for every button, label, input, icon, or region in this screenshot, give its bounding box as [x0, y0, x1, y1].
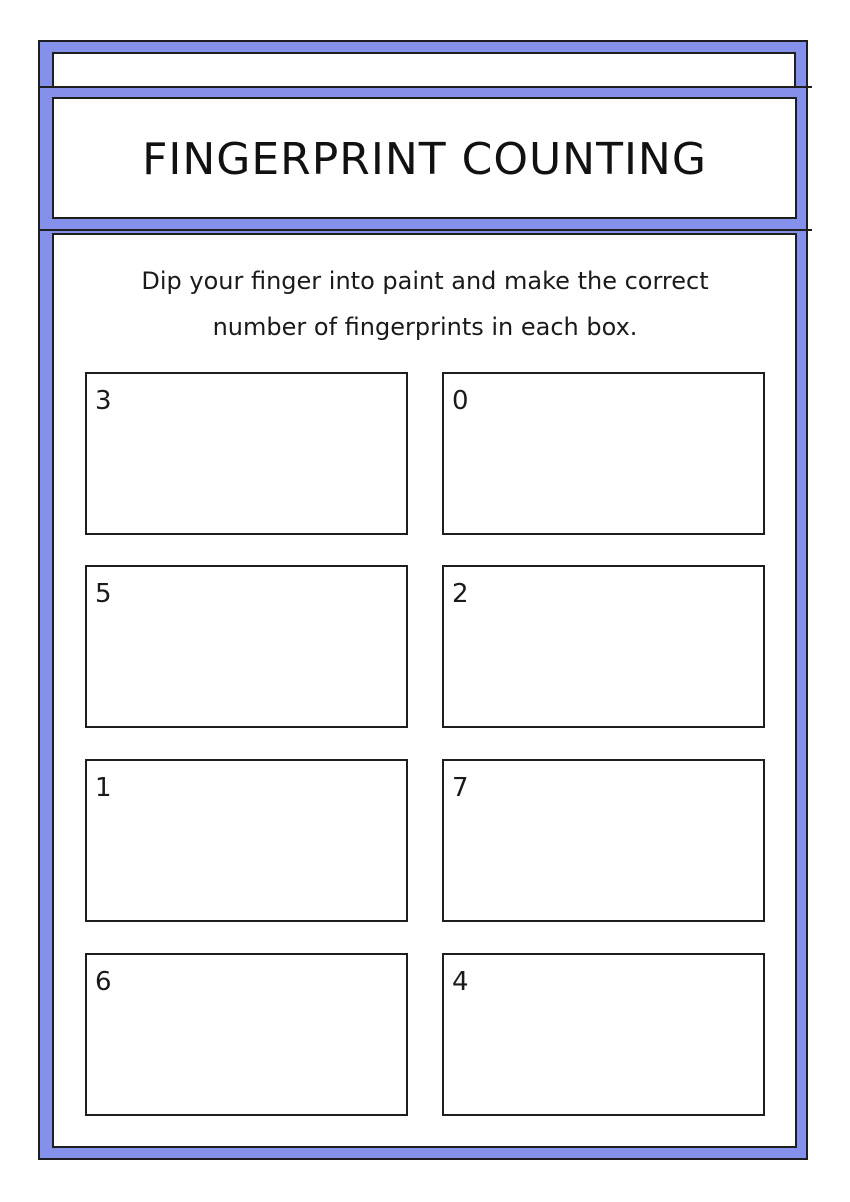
count-box-8[interactable] [442, 953, 765, 1116]
count-box-5[interactable] [85, 759, 408, 922]
instructions [0, 258, 850, 350]
count-box-4[interactable] [442, 565, 765, 728]
count-number: 7 [452, 773, 469, 803]
count-box-1[interactable] [85, 372, 408, 535]
title-divider-bottom [38, 229, 812, 231]
count-number: 2 [452, 579, 469, 609]
count-number: 1 [95, 773, 112, 803]
count-number: 4 [452, 967, 469, 997]
title-box [52, 97, 797, 219]
count-box-6[interactable] [442, 759, 765, 922]
page-title: FINGERPRINT COUNTING [142, 133, 707, 185]
title-divider-top [38, 86, 812, 88]
count-box-2[interactable] [442, 372, 765, 535]
count-number: 5 [95, 579, 112, 609]
count-box-3[interactable] [85, 565, 408, 728]
instruction-line-2: number of fingerprints in each box. [212, 313, 638, 341]
top-strip [52, 52, 796, 86]
count-number: 0 [452, 386, 469, 416]
count-number: 6 [95, 967, 112, 997]
count-box-7[interactable] [85, 953, 408, 1116]
count-number: 3 [95, 386, 112, 416]
instruction-line-1: Dip your finger into paint and make the correct [141, 267, 709, 295]
